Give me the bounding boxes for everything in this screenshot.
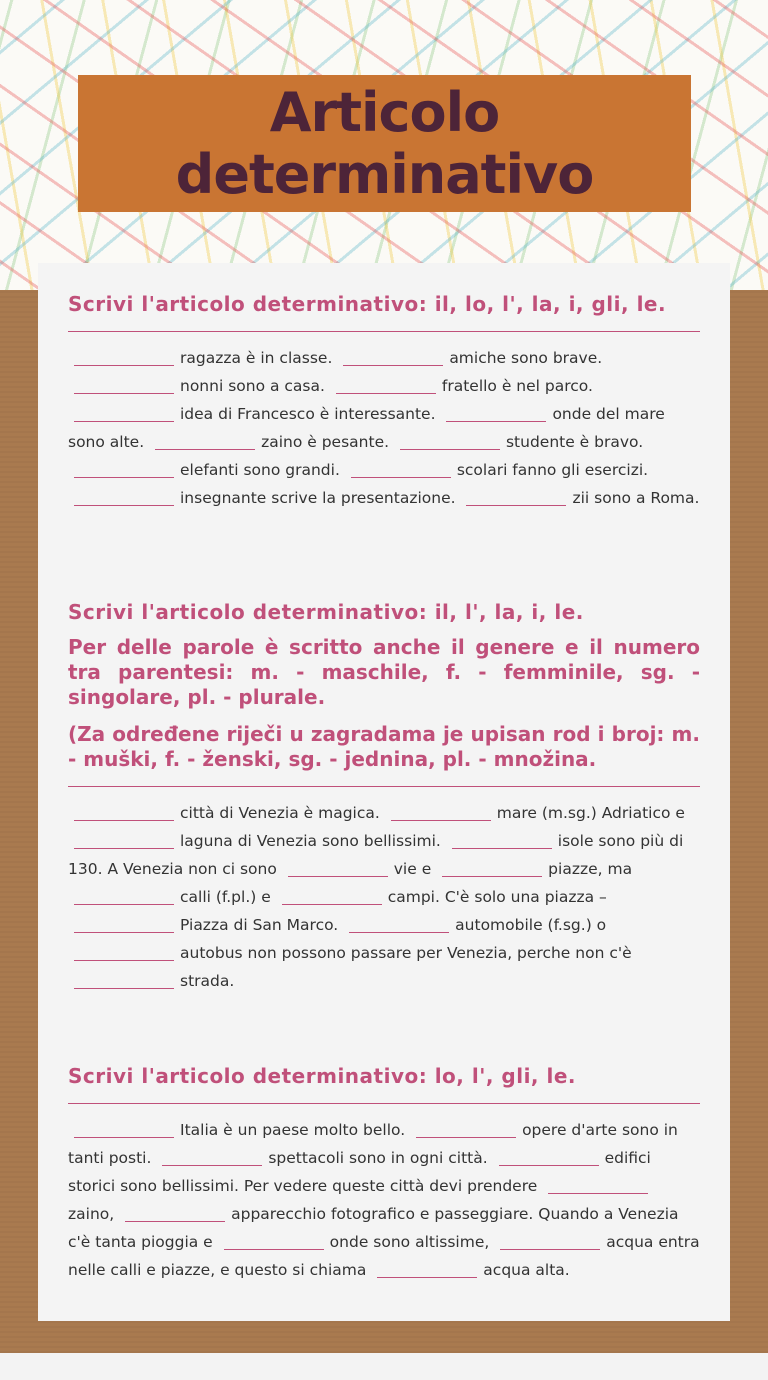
answer-blank[interactable] xyxy=(336,376,436,394)
page-title: Articolo determinativo xyxy=(175,80,594,206)
text-segment: opere d'arte sono in tanti posti. xyxy=(68,1121,678,1167)
text-segment: calli (f.pl.) e xyxy=(180,888,271,906)
instruction-croatian: (Za određene riječi u zagradama je upisan rod i broj: m. - muški, f. - ženski, sg. - jednina, pl. - množina. xyxy=(68,722,700,771)
answer-blank[interactable] xyxy=(74,803,174,821)
text-segment: apparecchio fotografico e passeggiare. Quando a Venezia c'è tanta pioggia e xyxy=(68,1205,679,1251)
text-segment: insegnante scrive la presentazione. xyxy=(180,489,456,507)
text-segment: edifici storici sono bellissimi. Per vedere queste città devi prendere xyxy=(68,1149,651,1195)
text-segment: strada. xyxy=(180,972,235,990)
answer-blank[interactable] xyxy=(224,1232,324,1250)
text-segment: vie e xyxy=(393,860,432,878)
text-segment: automobile (f.sg.) o xyxy=(455,916,607,934)
text-segment: onde sono altissime, xyxy=(329,1233,490,1251)
answer-blank[interactable] xyxy=(74,488,174,506)
divider xyxy=(68,331,700,332)
text-segment: campi. C'è solo una piazza – xyxy=(387,888,607,906)
text-segment: idea di Francesco è interessante. xyxy=(180,405,436,423)
text-segment: nonni sono a casa. xyxy=(180,377,325,395)
answer-blank[interactable] xyxy=(125,1204,225,1222)
text-segment: città di Venezia è magica. xyxy=(180,804,380,822)
exercise-text xyxy=(68,344,700,512)
exercise-text xyxy=(68,1116,700,1284)
answer-blank[interactable] xyxy=(74,1120,174,1138)
answer-blank[interactable] xyxy=(548,1176,648,1194)
answer-blank[interactable] xyxy=(74,376,174,394)
answer-blank[interactable] xyxy=(499,1148,599,1166)
text-segment: zii sono a Roma. xyxy=(572,489,700,507)
answer-blank[interactable] xyxy=(282,887,382,905)
text-segment: fratello è nel parco. xyxy=(441,377,593,395)
answer-blank[interactable] xyxy=(155,432,255,450)
answer-blank[interactable] xyxy=(442,859,542,877)
title-banner xyxy=(78,75,691,212)
answer-blank[interactable] xyxy=(288,859,388,877)
text-segment: Piazza di San Marco. xyxy=(180,916,339,934)
answer-blank[interactable] xyxy=(446,404,546,422)
text-segment: elefanti sono grandi. xyxy=(180,461,340,479)
section-heading: Scrivi l'articolo determinativo: lo, l', gli, le. xyxy=(68,1064,576,1088)
answer-blank[interactable] xyxy=(400,432,500,450)
answer-blank[interactable] xyxy=(74,460,174,478)
section-heading: Scrivi l'articolo determinativo: il, lo, l', la, i, gli, le. xyxy=(68,292,667,316)
text-segment: acqua entra nelle calli e piazze, e questo si chiama xyxy=(68,1233,700,1279)
text-segment: Italia è un paese molto bello. xyxy=(180,1121,406,1139)
text-segment: zaino, xyxy=(68,1205,115,1223)
answer-blank[interactable] xyxy=(349,915,449,933)
exercise-text xyxy=(68,799,700,995)
text-segment: spettacoli sono in ogni città. xyxy=(268,1149,488,1167)
answer-blank[interactable] xyxy=(74,831,174,849)
exercise-section-3 xyxy=(68,1063,700,1284)
text-segment: studente è bravo. xyxy=(505,433,644,451)
answer-blank[interactable] xyxy=(391,803,491,821)
answer-blank[interactable] xyxy=(74,971,174,989)
text-segment: scolari fanno gli esercizi. xyxy=(456,461,649,479)
answer-blank[interactable] xyxy=(466,488,566,506)
answer-blank[interactable] xyxy=(74,915,174,933)
section-heading: Scrivi l'articolo determinativo: il, l', la, i, le. xyxy=(68,600,584,624)
worksheet-card xyxy=(38,263,730,1321)
answer-blank[interactable] xyxy=(74,887,174,905)
text-segment: zaino è pesante. xyxy=(261,433,390,451)
text-segment: mare (m.sg.) Adriatico e xyxy=(496,804,685,822)
answer-blank[interactable] xyxy=(162,1148,262,1166)
exercise-section-2 xyxy=(68,599,700,995)
instruction-italian: Per delle parole è scritto anche il genere e il numero tra parentesi: m. - maschile, f. - femminile, sg. - singolare, pl. - plurale. xyxy=(68,635,700,709)
divider xyxy=(68,786,700,787)
text-segment: autobus non possono passare per Venezia, perche non c'è xyxy=(180,944,632,962)
answer-blank[interactable] xyxy=(416,1120,516,1138)
text-segment: laguna di Venezia sono bellissimi. xyxy=(180,832,441,850)
text-segment: onde del mare sono alte. xyxy=(68,405,665,451)
text-segment: ragazza è in classe. xyxy=(180,349,333,367)
text-segment: piazze, ma xyxy=(548,860,633,878)
exercise-section-1 xyxy=(68,291,700,512)
answer-blank[interactable] xyxy=(74,404,174,422)
answer-blank[interactable] xyxy=(377,1260,477,1278)
answer-blank[interactable] xyxy=(74,348,174,366)
answer-blank[interactable] xyxy=(452,831,552,849)
divider xyxy=(68,1103,700,1104)
answer-blank[interactable] xyxy=(74,943,174,961)
text-segment: isole sono più di 130. A Venezia non ci sono xyxy=(68,832,684,878)
text-segment: acqua alta. xyxy=(483,1261,570,1279)
answer-blank[interactable] xyxy=(500,1232,600,1250)
answer-blank[interactable] xyxy=(343,348,443,366)
answer-blank[interactable] xyxy=(351,460,451,478)
bottom-strip xyxy=(0,1353,768,1380)
text-segment: amiche sono brave. xyxy=(449,349,603,367)
